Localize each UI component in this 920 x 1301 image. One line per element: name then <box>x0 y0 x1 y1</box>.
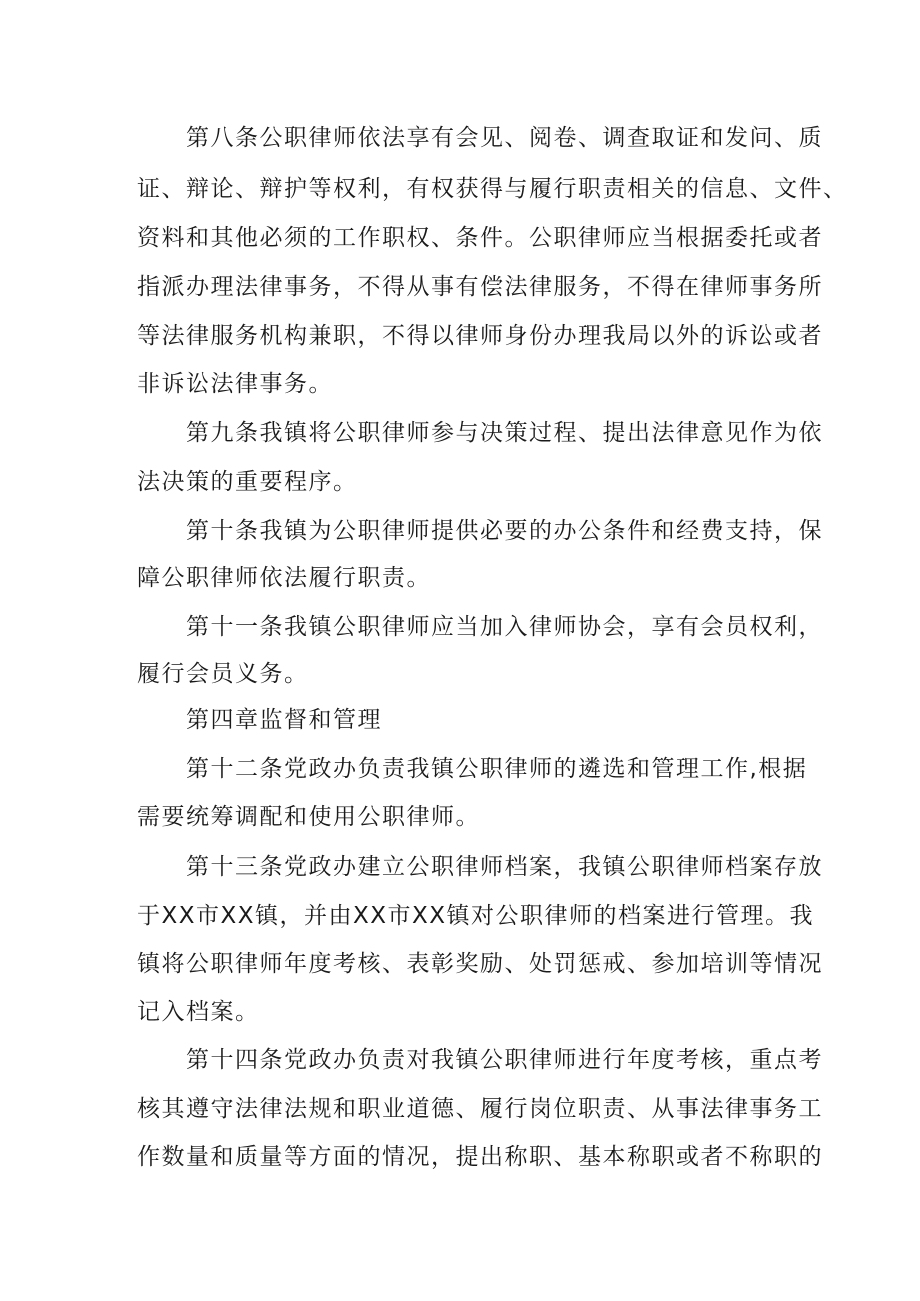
article-13-line-3: 镇将公职律师年度考核、表彰奖励、处罚惩戒、参加培训等情况 <box>137 951 823 977</box>
article-10-line-1: 第十条我镇为公职律师提供必要的办公条件和经费支持，保 <box>186 518 823 544</box>
article-8-line-2: 证、辩论、辩护等权利，有权获得与履行职责相关的信息、文件、 <box>137 176 848 202</box>
article-10-line-2: 障公职律师依法履行职责。 <box>137 565 431 591</box>
article-13-line-2: 于XX市XX镇，并由XX市XX镇对公职律师的档案进行管理。我 <box>137 903 815 929</box>
article-14-line-1: 第十四条党政办负责对我镇公职律师进行年度考核，重点考 <box>186 1047 823 1073</box>
chapter-4-heading: 第四章监督和管理 <box>186 707 382 733</box>
article-11-line-2: 履行会员义务。 <box>137 661 309 687</box>
article-8-line-3: 资料和其他必须的工作职权、条件。公职律师应当根据委托或者 <box>137 225 823 251</box>
article-14-line-3: 作数量和质量等方面的情况，提出称职、基本称职或者不称职的 <box>137 1144 823 1170</box>
article-8-line-6: 非诉讼法律事务。 <box>137 371 333 397</box>
article-9-line-2: 法决策的重要程序。 <box>137 469 358 495</box>
article-8-line-5: 等法律服务机构兼职，不得以律师身份办理我局以外的诉讼或者 <box>137 323 823 349</box>
article-12-line-2: 需要统筹调配和使用公职律师。 <box>137 804 480 830</box>
article-11-line-1: 第十一条我镇公职律师应当加入律师协会，享有会员权利， <box>186 614 823 640</box>
article-12-line-1: 第十二条党政办负责我镇公职律师的遴选和管理工作,根据 <box>186 756 808 782</box>
article-13-line-4: 记入档案。 <box>137 999 260 1025</box>
article-13-line-1: 第十三条党政办建立公职律师档案，我镇公职律师档案存放 <box>186 854 823 880</box>
article-8-line-1: 第八条公职律师依法享有会见、阅卷、调查取证和发问、质 <box>186 125 823 151</box>
article-9-line-1: 第九条我镇将公职律师参与决策过程、提出法律意见作为依 <box>186 420 823 446</box>
article-8-line-4: 指派办理法律事务，不得从事有偿法律服务，不得在律师事务所 <box>137 274 823 300</box>
article-14-line-2: 核其遵守法律法规和职业道德、履行岗位职责、从事法律事务工 <box>137 1096 823 1122</box>
